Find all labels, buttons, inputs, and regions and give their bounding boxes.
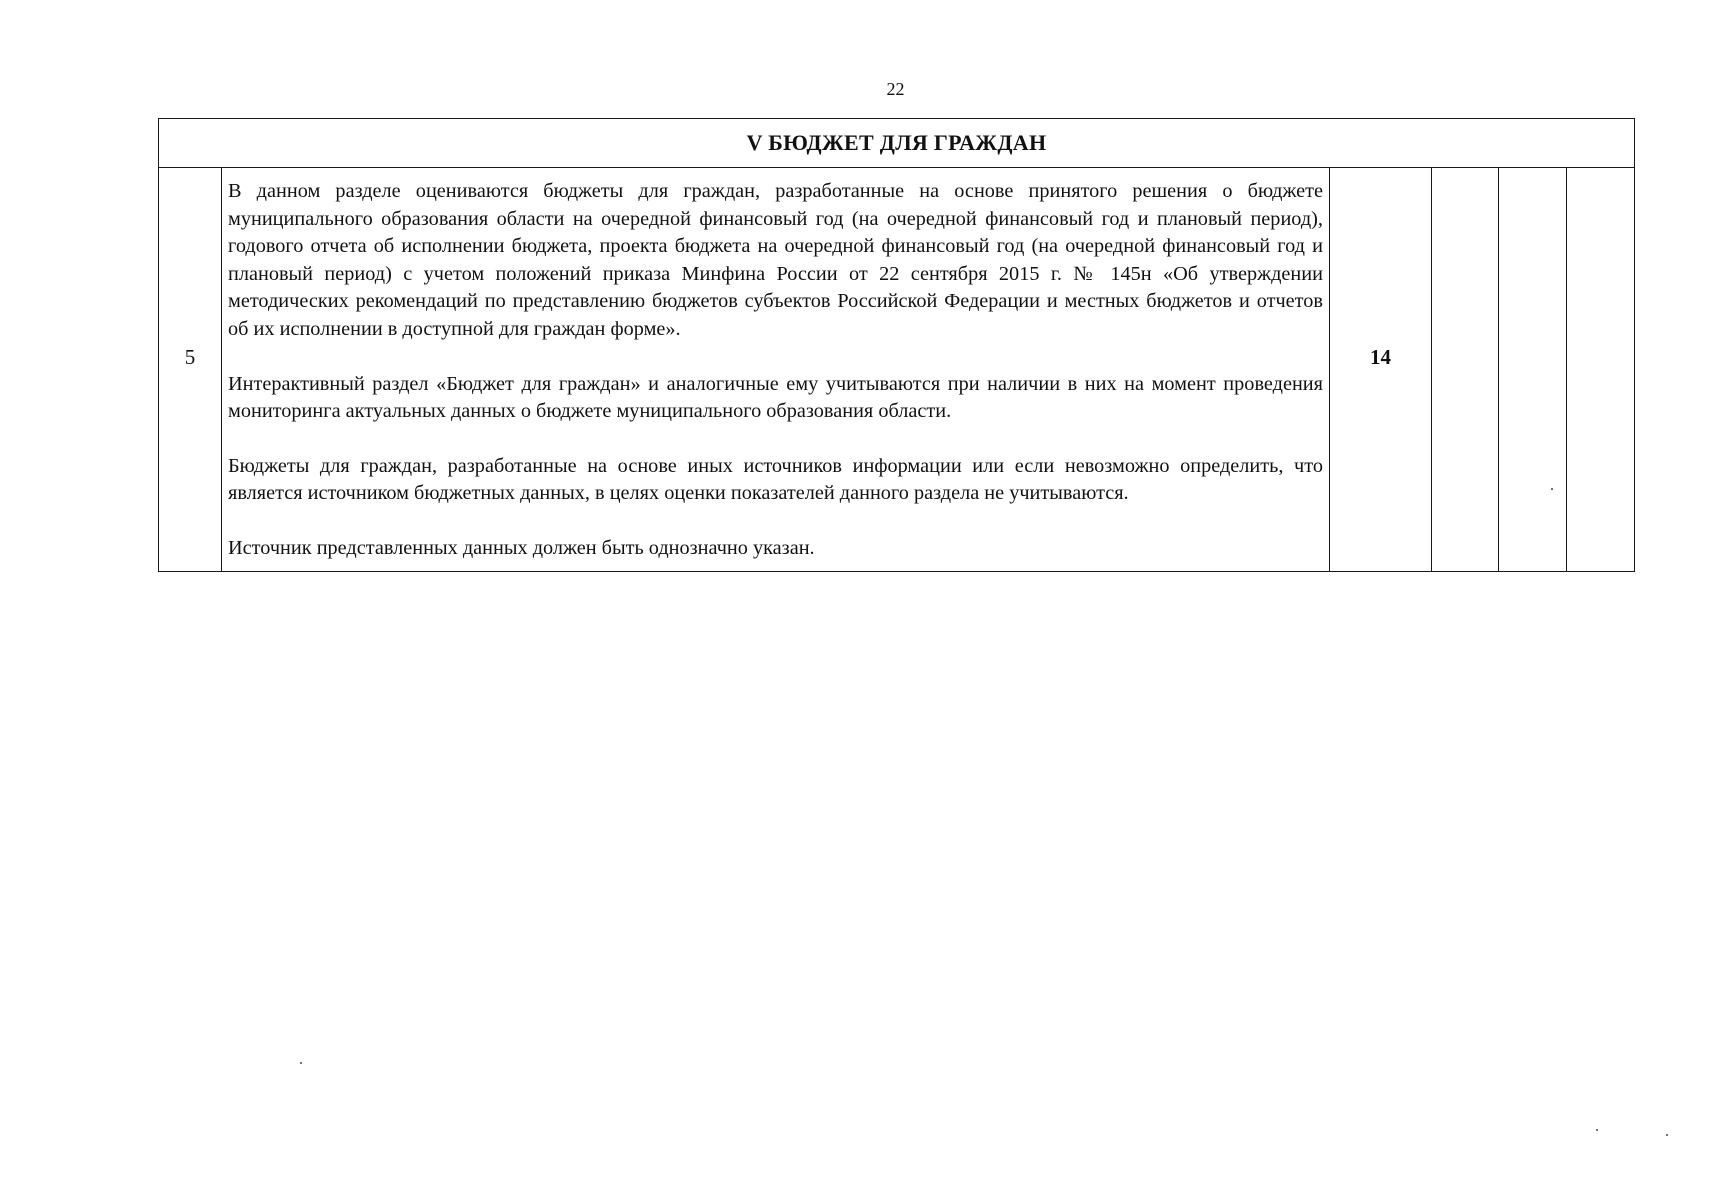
scan-speck [1666, 1134, 1668, 1136]
table-row [159, 168, 1635, 572]
empty-cell [1567, 168, 1635, 572]
scan-speck [1596, 1129, 1598, 1131]
criteria-table [158, 118, 1635, 572]
empty-cell [1499, 168, 1567, 572]
description-paragraph: Интерактивный раздел «Бюджет для граждан» и аналогичные ему учитываются при наличии в них на момент проведения мониторинга актуальных данных о бюджете муниципального образования области. [228, 372, 1323, 423]
section-header-row [159, 119, 1635, 168]
criterion-description [222, 168, 1330, 572]
scan-speck [1551, 488, 1553, 490]
description-paragraph: Бюджеты для граждан, разработанные на основе иных источников информации или если невозможно определить, что является источником бюджетных данных, в целях оценки показателей данного раздела не учитываются. [228, 454, 1323, 505]
empty-cell [1432, 168, 1499, 572]
description-paragraph: Источник представленных данных должен быть однозначно указан. [228, 536, 815, 559]
section-title: V БЮДЖЕТ ДЛЯ ГРАЖДАН [159, 119, 1635, 168]
description-paragraph: В данном разделе оцениваются бюджеты для граждан, разработанные на основе принятого решения о бюджете муниципального образования области на очередной финансовый год (на очередной финансовый год и плановый период), годового отчета об исполнении бюджета, проекта бюджета на очередной финансовый год (на очередной финансовый год и плановый период) с учетом положений приказа Минфина России от 22 сентября 2015 г. № 145н «Об утверждении методических рекомендаций по представлению бюджетов субъектов Российской Федерации и местных бюджетов и отчетов об их исполнении в доступной для граждан форме». [228, 180, 1323, 340]
max-score: 14 [1330, 168, 1432, 572]
scan-speck [300, 1062, 302, 1064]
page-number: 22 [886, 79, 905, 99]
row-number: 5 [159, 168, 222, 572]
